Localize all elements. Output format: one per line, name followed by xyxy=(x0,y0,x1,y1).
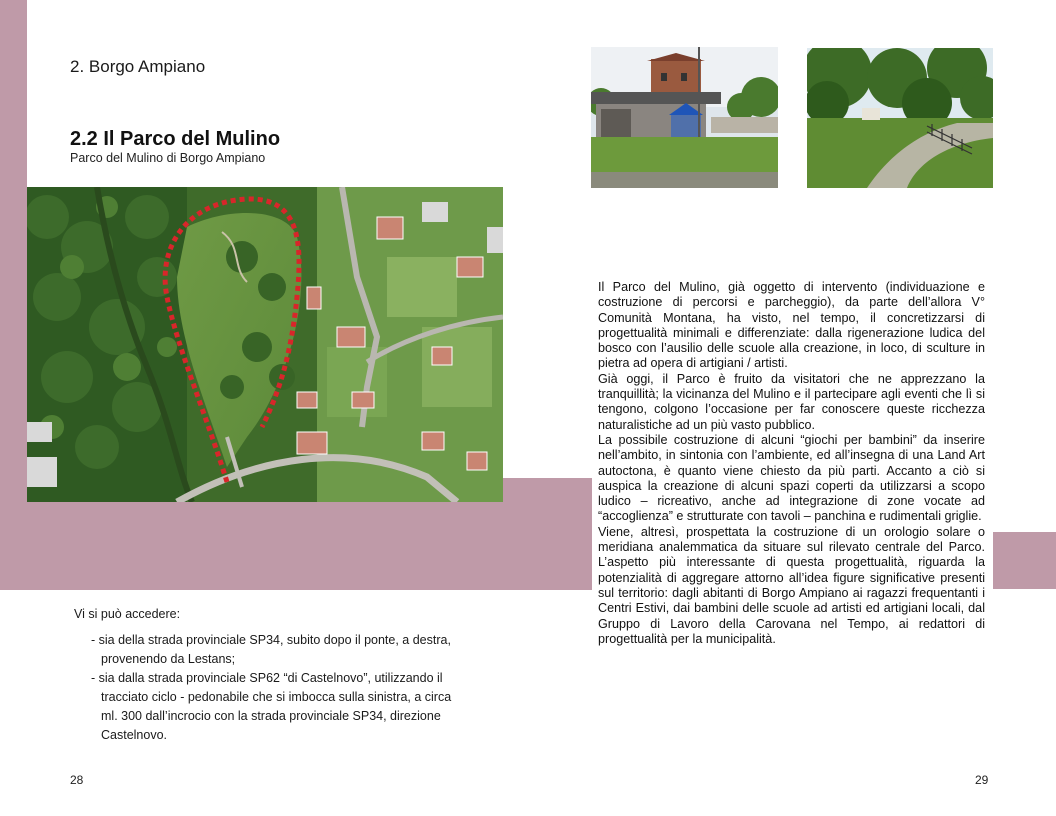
mill-building-svg xyxy=(591,47,778,188)
paragraph-playground: La possibile costruzione di alcuni “giochi per bambini” da inserire nell’ambito, in sintonia con l’ambiente, ed all’insegna di una Land Art autoctona, è quanto viene chiesto da più parti. Accanto a ciò si auspica la creazione di alcuni spazi coperti da utilizzarsi a scopo ludico – ricreativo, anche ad integrazione di zone vocate ad “accoglienza” e strutturate con tavoli – panchina e rudimentali griglie. xyxy=(598,432,985,524)
park-path-photo xyxy=(807,48,993,188)
right-edge-band xyxy=(993,532,1056,589)
mill-building-photo xyxy=(591,47,778,188)
access-item-sp34: - sia della strada provinciale SP34, subito dopo il ponte, a destra, provenendo da Lestans; xyxy=(91,633,451,666)
aerial-map-svg xyxy=(27,187,503,502)
park-description xyxy=(598,280,985,647)
aerial-map-image xyxy=(27,187,503,502)
paragraph-visitors: Già oggi, il Parco è fruito da visitatori che ne apprezzano la tranquillità; la vicinanza del Mulino e il partecipare agli eventi che lì si tengono, colgono l’occasione per far conoscere queste ricchezza naturalistiche ad un più vasto pubblico. xyxy=(598,371,985,432)
page-number-left: 28 xyxy=(70,773,84,787)
access-intro: Vi si può accedere: xyxy=(74,607,181,621)
chapter-title: 2. Borgo Ampiano xyxy=(70,57,206,76)
park-path-svg xyxy=(807,48,993,188)
section-title: 2.2 Il Parco del Mulino xyxy=(70,128,281,150)
paragraph-intro: Il Parco del Mulino, già oggetto di intervento (individuazione e costruzione di percorsi e parcheggio), da parte dell’allora V° Comunità Montana, ha visto, nel tempo, il concretizzarsi di progettualità minimali e differenziate: dalla rigenerazione ludica del bosco con l’ausilio delle scuole alla creazione, in loco, di sculture in pietra ad opera di artigiani / artisti. xyxy=(598,280,985,371)
access-item-sp62: - sia dalla strada provinciale SP62 “di Castelnovo”, utilizzando il tracciato ciclo - pedonabile che si imbocca sulla sinistra, a circa ml. 300 dall’incrocio con la strada provinciale SP34, direzione Castelnovo. xyxy=(91,671,452,742)
section-subtitle: Parco del Mulino di Borgo Ampiano xyxy=(70,151,266,165)
access-list xyxy=(81,631,459,745)
paragraph-sundial: Viene, altresì, prospettata la costruzione di un orologio solare o meridiana analemmatica da situare sul rilevato centrale del Parco. L’aspetto più interessante di questa progettualità, riguarda la potenzialità di aggregare attorno all’idea figure significative presenti sul territorio: dagli abitanti di Borgo Ampiano ai ragazzi frequentanti i Centri Estivi, dai bambini delle scuole ad artisti ed artigiani locali, dal Gruppo di Lavoro della Carovana nel Tempo, ai redattori di progettualità per la municipalità. xyxy=(598,524,985,646)
page-number-right: 29 xyxy=(975,773,989,787)
